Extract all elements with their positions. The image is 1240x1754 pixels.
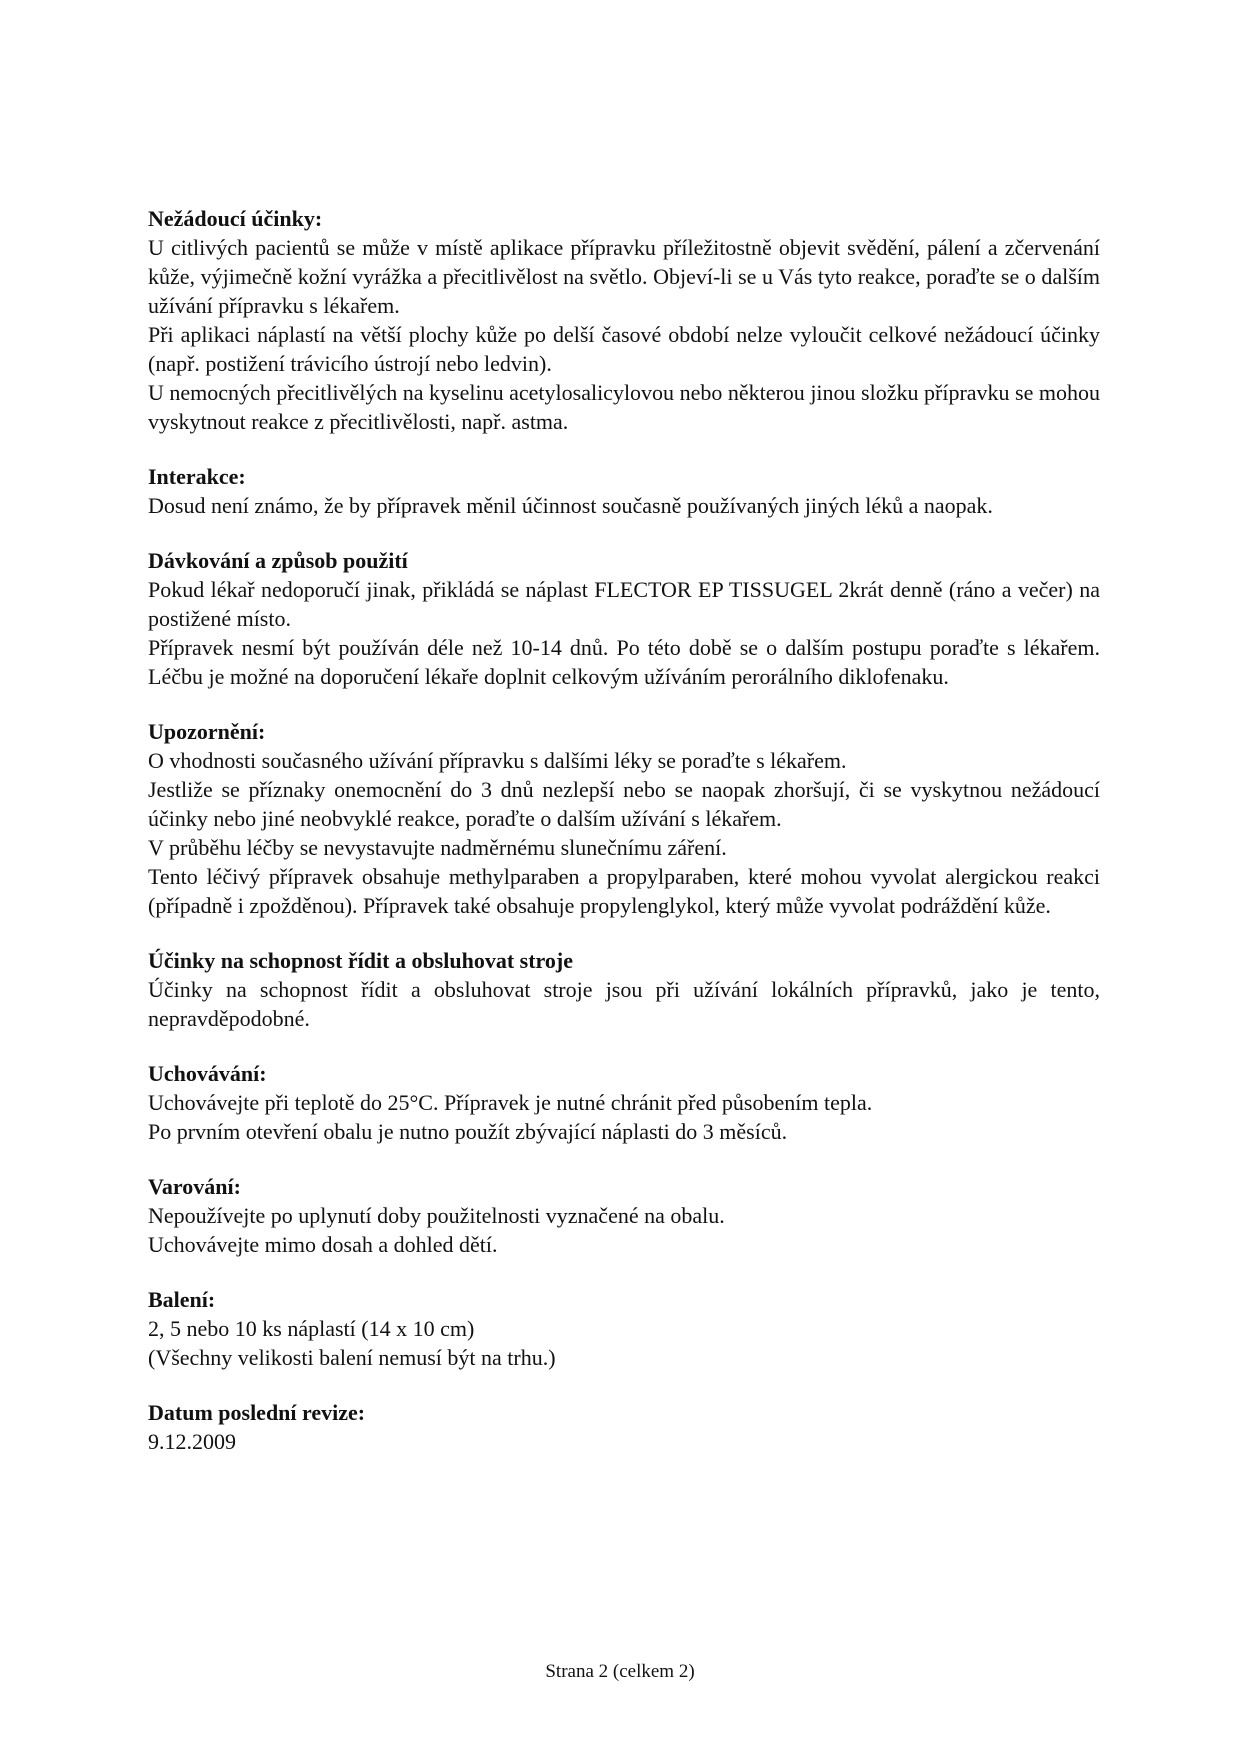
section-nezadouci-ucinky: [148, 204, 1100, 436]
paragraph: U nemocných přecitlivělých na kyselinu acetylosalicylovou nebo některou jinou složku přípravku se mohou vyskytnout reakce z přecitlivělosti, např. astma.: [148, 380, 1100, 434]
section-varovani: [148, 1172, 1100, 1259]
section-heading: Dávkování a způsob použití: [148, 548, 408, 573]
paragraph: Tento léčivý přípravek obsahuje methylparaben a propylparaben, které mohou vyvolat alergickou reakci (případně i zpožděnou). Přípravek také obsahuje propylenglykol, který může vyvolat podráždění kůže.: [148, 864, 1100, 918]
section-heading: Upozornění:: [148, 719, 266, 744]
paragraph: V průběhu léčby se nevystavujte nadměrnému slunečnímu záření.: [148, 835, 727, 860]
paragraph: Po prvním otevření obalu je nutno použít zbývající náplasti do 3 měsíců.: [148, 1119, 788, 1144]
paragraph: 2, 5 nebo 10 ks náplastí (14 x 10 cm): [148, 1316, 475, 1341]
section-heading: Uchovávání:: [148, 1061, 267, 1086]
section-uchovavani: [148, 1059, 1100, 1146]
section-heading: Nežádoucí účinky:: [148, 206, 323, 231]
section-heading: Varování:: [148, 1174, 241, 1199]
section-interakce: [148, 462, 1100, 520]
paragraph: Přípravek nesmí být používán déle než 10-14 dnů. Po této době se o dalším postupu poraďte s lékařem. Léčbu je možné na doporučení lékaře doplnit celkovým užíváním perorálního diklofenaku.: [148, 635, 1100, 689]
paragraph: Uchovávejte při teplotě do 25°C. Přípravek je nutné chránit před působením tepla.: [148, 1090, 873, 1115]
section-datum-revize: [148, 1398, 1100, 1456]
section-heading: Interakce:: [148, 464, 246, 489]
section-davkovani: [148, 546, 1100, 691]
section-heading: Datum poslední revize:: [148, 1400, 366, 1425]
document-content: [148, 204, 1100, 1482]
paragraph: Uchovávejte mimo dosah a dohled dětí.: [148, 1232, 498, 1257]
paragraph: Jestliže se příznaky onemocnění do 3 dnů nezlepší nebo se naopak zhoršují, či se vyskytnou nežádoucí účinky nebo jiné neobvyklé reakce, poraďte o dalším užívání s lékařem.: [148, 777, 1100, 831]
paragraph: Nepoužívejte po uplynutí doby použitelnosti vyznačené na obalu.: [148, 1203, 725, 1228]
section-baleni: [148, 1285, 1100, 1372]
paragraph: U citlivých pacientů se může v místě aplikace přípravku příležitostně objevit svědění, pálení a zčervenání kůže, výjimečně kožní vyrážka a přecitlivělost na světlo. Objeví-li se u Vás tyto reakce, poraďte se o dalším užívání přípravku s lékařem.: [148, 235, 1100, 318]
page-number-footer: Strana 2 (celkem 2): [545, 1661, 695, 1682]
paragraph: Účinky na schopnost řídit a obsluhovat stroje jsou při užívání lokálních přípravků, jako je tento, nepravděpodobné.: [148, 977, 1100, 1031]
section-upozorneni: [148, 717, 1100, 920]
section-ucinky-rizeni: [148, 946, 1100, 1033]
paragraph: (Všechny velikosti balení nemusí být na trhu.): [148, 1345, 556, 1370]
paragraph: Pokud lékař nedoporučí jinak, přikládá se náplast FLECTOR EP TISSUGEL 2krát denně (ráno a večer) na postižené místo.: [148, 577, 1100, 631]
section-heading: Účinky na schopnost řídit a obsluhovat stroje: [148, 948, 573, 973]
section-heading: Balení:: [148, 1287, 216, 1312]
revision-date: 9.12.2009: [148, 1429, 236, 1454]
paragraph: Při aplikaci náplastí na větší plochy kůže po delší časové období nelze vyloučit celkové nežádoucí účinky (např. postižení trávicího ústrojí nebo ledvin).: [148, 322, 1100, 376]
paragraph: Dosud není známo, že by přípravek měnil účinnost současně používaných jiných léků a naopak.: [148, 493, 993, 518]
paragraph: O vhodnosti současného užívání přípravku s dalšími léky se poraďte s lékařem.: [148, 748, 847, 773]
